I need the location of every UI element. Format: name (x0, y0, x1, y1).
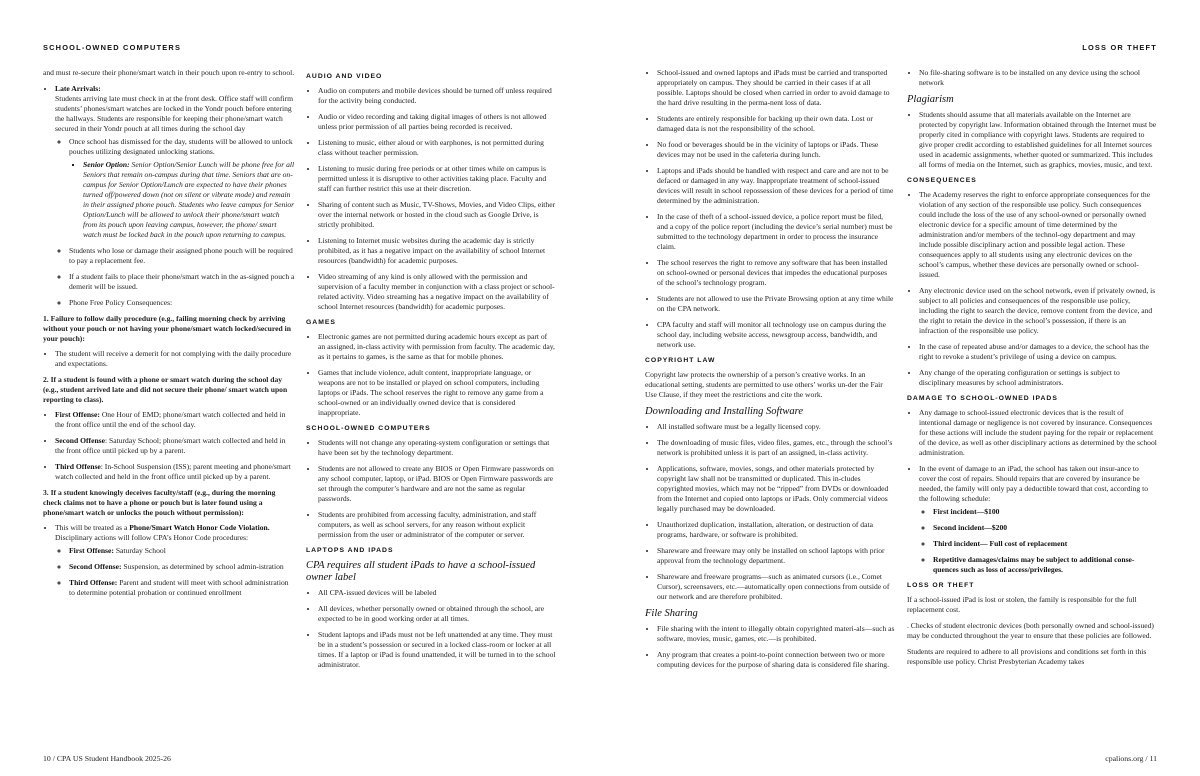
numbered-heading: 3. If a student knowingly deceives faculty/staff (e.g., during the morning check claims not to have a phone or pouch but is later found using a phone/smart watch or unlocks the pouch without permission): (43, 488, 276, 517)
section-heading: LOSS OR THEFT (907, 582, 975, 589)
list-item: • Listening to Internet music websites during the academic day is strictly prohibited, as it has a negative impact on the availability of school Internet resources (bandwidth) for academic purposes. (318, 236, 556, 266)
list-item: • Students will not change any operating-system configuration or settings that have been set by the technology department. (318, 438, 556, 458)
column-4 (907, 68, 1157, 673)
bullet-list (43, 349, 295, 369)
list-item: • Any program that creates a point-to-point connection between two or more computing devices for the purpose of sharing data is considered file sharing. (657, 650, 895, 670)
section-heading: AUDIO AND VIDEO (306, 73, 383, 80)
list-item: • CPA faculty and staff will monitor all technology use on campus during the school day, including website access, newsgroup access, bandwidth, and network use. (657, 320, 895, 350)
list-item: ◦ First Offense: Saturday School (69, 546, 295, 556)
list-item: • All installed software must be a legally licensed copy. (657, 422, 895, 432)
late-arrivals-text: Students arriving late must check in at the front desk. Office staff will confirm students’ phones/smart watches are locked in the Yondr pouch before entering the hallways. Students are responsible for keeping their phone/smart watch secured in their Yondr pouch at all times during the school day (55, 94, 294, 133)
list-item: • In the case of repeated abuse and/or damages to a device, the school has the right to revoke a student’s privilege of using a device on campus. (919, 342, 1157, 362)
list-item: • Audio on computers and mobile devices should be turned off unless required for the activity being conducted. (318, 86, 556, 106)
list-item: • File sharing with the intent to illegally obtain copyrighted materi-als—such as software, movies, music, games, etc.—is prohibited. (657, 624, 895, 644)
list-item: • Audio or video recording and taking digital images of others is not allowed unless prior permission of all parties being recorded is received. (318, 112, 556, 132)
list-item: • No food or beverages should be in the vicinity of laptops or iPads. These devices may not be used in the cafeteria during lunch. (657, 140, 895, 160)
list-item: • The Academy reserves the right to enforce appropriate consequences for the violation of any section of the responsible use policy. Such consequences could include the loss of the use of any school-owned or personally owned electronic device for a specific amount of time determined by the administration and/or members of the technol-ogy department and may include possible disciplinary action and possible legal action. These consequences apply to all students using any electronic devices on the school’s campus, whether these devices are personally owned or school-issued. (919, 190, 1157, 280)
bullet-list (645, 68, 895, 350)
list-item: • Listening to music during free periods or at other times while on campus is permitted unless it is disruptive to other activities taking place. Faculty and staff can further restrict this use at their discretion. (318, 164, 556, 194)
bullet-list (907, 68, 1157, 88)
list-item: • Third Offense: In-School Suspension (ISS); parent meeting and phone/smart watch collected and held in the front office until picked up by a parent. (55, 462, 295, 482)
paragraph: If a school-issued iPad is lost or stolen, the family is responsible for the full replacement cost. (907, 595, 1137, 614)
section-heading: DAMAGE TO SCHOOL-OWNED IPADS (907, 395, 1058, 402)
list-item: ▪ Senior Option: Senior Option/Senior Lunch will be phone free for all Seniors that remain on-campus during that time. Seniors that are on-campus for Senior Option/Lunch are expected to have their phones turned off/powered down (not on silent or vibrate mode) and remain in their assigned phone pouch. Students who leave campus for Senior Option/Lunch will be allowed to unlock their phone/smart watch from its pouch upon leaving campus, however, the phone/ smart watch must be locked back in the pouch upon returning to campus. (83, 160, 295, 240)
list-item: • No file-sharing software is to be installed on any device using the school network (919, 68, 1157, 88)
paragraph: Students are required to adhere to all provisions and conditions set forth in this responsible use policy. Christ Presbyterian Academy takes (907, 647, 1147, 666)
italic-subheading: File Sharing (645, 608, 698, 619)
running-header-left: SCHOOL-OWNED COMPUTERS (43, 43, 182, 52)
list-item: • Second Offense: Saturday School; phone/smart watch collected and held in the front office until picked up by a parent. (55, 436, 295, 456)
section-heading: CONSEQUENCES (907, 177, 977, 184)
bullet-list (43, 523, 295, 598)
bullet-list (907, 408, 1157, 575)
paragraph: Copyright law protects the ownership of a person’s creative works. In an educational setting, students are permitted to use others’ works un-der the Fair Use Clause, if they meet the restrictions and cite the work. (645, 370, 883, 399)
list-item: • In the event of damage to an iPad, the school has taken out insur-ance to cover the cost of repairs. Should repairs that are covered by insurance be needed, the family will only pay a deductible toward that cost, according to the following schedule: ◦ First incident—$100 ◦ Second incident—$200 ◦ Third incident— Full cost of replacement ◦ Repetitive damages/claims may be subject to additional conse-quences such as loss of access/privileges. (919, 464, 1157, 575)
section-heading: GAMES (306, 319, 336, 326)
list-item: ◦ Repetitive damages/claims may be subject to additional conse-quences such as loss of access/privileges. (933, 555, 1157, 575)
list-item: ◦ Second Offense: Suspension, as determined by school admin-istration (69, 562, 295, 572)
list-item: ◦ Phone Free Policy Consequences: (69, 298, 295, 308)
list-item: • Students are not allowed to create any BIOS or Open Firmware passwords on any school computer, laptop, or iPad. BIOS or Open Firmware passwords are set through the computer’s hardware and are not the same as regular passwords. (318, 464, 556, 504)
bullet-list (306, 588, 556, 670)
list-item: • Applications, software, movies, songs, and other materials protected by copyright law shall not be transmitted or duplicated. This in-cludes copyrighted movies, which may not be “ripped” from DVDs or downloaded from the Internet and copied onto laptops or iPads. Only commercial videos legally purchased may be downloaded. (657, 464, 895, 514)
list-item: • School-issued and owned laptops and iPads must be carried and transported appropriately on campus. They should be carried in their cases if at all possible. Laptops should be closed when carried in order to avoid damage to the hard drive resulting in the perma-nent loss of data. (657, 68, 895, 108)
list-item: ◦ Second incident—$200 (933, 523, 1157, 533)
list-item: • Unauthorized duplication, installation, alteration, or destruction of data programs, hardware, or software is prohibited. (657, 520, 895, 540)
list-item: • Games that include violence, adult content, inappropriate language, or weapons are not to be installed or played on school computers, including laptops or iPads. The school reserves the right to remove any game from a school-owned or an individually owned device that is considered inappropriate. (318, 368, 556, 418)
list-item: • Any electronic device used on the school network, even if privately owned, is subject to all policies and consequences of the responsible use policy, including the right to search the device, remove content from the device, and the right to retain the device in the school’s possession, if there is an infraction of the responsible use policy. (919, 286, 1157, 336)
list-item: • Any change of the operating configuration or settings is subject to disciplinary measures by school administrators. (919, 368, 1157, 388)
list-item: • Video streaming of any kind is only allowed with the permission and supervision of a faculty member in conjunction with a class project or school-related activity. Video streaming has a negative impact on the availability of school Internet resources (bandwidth) for academic purposes. (318, 272, 556, 312)
section-heading: COPYRIGHT LAW (645, 357, 716, 364)
numbered-heading: 2. If a student is found with a phone or smart watch during the school day (e.g., student arrived late and did not secure their phone/ smart watch upon reporting to class). (43, 375, 288, 404)
list-item: • The school reserves the right to remove any software that has been installed on school-owned or personal devices that impedes the educational purposes of the school’s technology program. (657, 258, 895, 288)
section-heading: LAPTOPS AND IPADS (306, 547, 394, 554)
list-item: • Students are entirely responsible for backing up their own data. Lost or damaged data is not the responsibility of the school. (657, 114, 895, 134)
list-item: • In the case of theft of a school-issued device, a police report must be filed, and a copy of the police report (including the device’s serial number) must be submitted to the technology department in order to process the insurance claim. (657, 212, 895, 252)
list-item: • Listening to music, either aloud or with earphones, is not permitted during class without teacher permission. (318, 138, 556, 158)
page-footer-right: cpalions.org / 11 (1105, 754, 1157, 763)
list-item: • Students are prohibited from accessing faculty, administration, and staff computers, as well as school servers, for any reason without explicit permission from the user or administrator of the computer or server. (318, 510, 556, 540)
list-item: • All devices, whether personally owned or obtained through the school, are expected to be in good working order at all times. (318, 604, 556, 624)
list-item: • All CPA-issued devices will be labeled (318, 588, 556, 598)
sub-list (55, 137, 295, 308)
bullet-list (907, 110, 1157, 170)
bullet-list (645, 422, 895, 602)
column-3 (645, 68, 895, 676)
page-footer-left: 10 / CPA US Student Handbook 2025-26 (43, 754, 171, 763)
section-heading: SCHOOL-OWNED COMPUTERS (306, 425, 431, 432)
list-item: • The student will receive a demerit for not complying with the daily procedure and expectations. (55, 349, 295, 369)
paragraph: . Checks of student electronic devices (both personally owned and school-issued) may be conducted throughout the year to ensure that these policies are followed. (907, 621, 1154, 640)
bullet-list (306, 438, 556, 540)
list-item: • Laptops and iPads should be handled with respect and care and are not to be defaced or damaged in any way. Inappropriate treatment of school-issued devices will result in school repossession of these devices for a period of time determined by the administration. (657, 166, 895, 206)
sub-list (69, 160, 295, 240)
bullet-list (43, 84, 295, 308)
column-2 (306, 68, 556, 676)
column-1 (43, 68, 295, 604)
list-item: • Any damage to school-issued electronic devices that is the result of intentional damage or negligence is not covered by insurance. Consequences for these actions will include the student paying for the repair or replacement of the device, as well as other disciplinary actions as determined by the school administration. (919, 408, 1157, 458)
bullet-list (43, 410, 295, 482)
list-item: • Shareware and freeware may only be installed on school laptops with prior approval from the technology department. (657, 546, 895, 566)
list-item: • The downloading of music files, video files, games, etc., through the school’s network is prohibited unless it is part of an assigned, in-class activity. (657, 438, 895, 458)
bullet-list (645, 624, 895, 670)
bullet-list (907, 190, 1157, 388)
bullet-list (306, 86, 556, 312)
list-item: • First Offense: One Hour of EMD; phone/smart watch collected and held in the front office until the end of the school day. (55, 410, 295, 430)
sub-list (55, 546, 295, 598)
italic-subheading: Downloading and Installing Software (645, 406, 803, 417)
list-item: ◦ Once school has dismissed for the day, students will be allowed to unlock pouches utilizing designated unlocking stations. ▪ Senior Option: Senior Option/Senior Lunch will be phone free for all Seniors that remain on-campus during that time. Seniors that are on-campus for Senior Option/Lunch are expected to have their phones turned off/powered down (not on silent or vibrate mode) and remain in their assigned phone pouch. Students who leave campus for Senior Option/Lunch will be allowed to unlock their phone/smart watch from its pouch upon leaving campus, however, the phone/ smart watch must be locked back in the pouch upon returning to campus. (69, 137, 295, 240)
italic-subheading: Plagiarism (907, 94, 954, 105)
list-item: • Shareware and freeware programs—such as animated cursors (i.e., Comet Cursor), screensavers, etc.—automatically open connections from outside of our network and are therefore prohibited. (657, 572, 895, 602)
bullet-list (306, 332, 556, 418)
list-item: ◦ If a student fails to place their phone/smart watch in the as-signed pouch a demerit will be issued. (69, 272, 295, 292)
list-item: ◦ Students who lose or damage their assigned phone pouch will be required to pay a replacement fee. (69, 246, 295, 266)
list-item: • This will be treated as a Phone/Smart Watch Honor Code Violation. Disciplinary actions will follow CPA’s Honor Code procedures: ◦ First Offense: Saturday School ◦ Second Offense: Suspension, as determined by school admin-istration ◦ Third Offense: Parent and student will meet with school administration to determine potential probation or continued enrollment (55, 523, 295, 598)
list-item: ◦ First incident—$100 (933, 507, 1157, 517)
list-item: • Students are not allowed to use the Private Browsing option at any time while on the CPA network. (657, 294, 895, 314)
sub-list (919, 507, 1157, 575)
list-item: • Electronic games are not permitted during academic hours except as part of an assigned, in-class activity with permission from faculty. The academic day, as it pertains to games, is the same as that for mobile phones. (318, 332, 556, 362)
list-item: ◦ Third incident— Full cost of replacement (933, 539, 1157, 549)
running-header-right: LOSS OR THEFT (1082, 43, 1157, 52)
list-item: ◦ Third Offense: Parent and student will meet with school administration to determine potential probation or continued enrollment (69, 578, 295, 598)
list-item: • Sharing of content such as Music, TV-Shows, Movies, and Video Clips, either over the internal network or hosted in the cloud such as Google Drive, is strictly prohibited. (318, 200, 556, 230)
italic-subheading: CPA requires all student iPads to have a school-issued owner label (306, 560, 536, 583)
paragraph: and must re-secure their phone/smart watch in their pouch upon re-entry to school. (43, 68, 295, 77)
list-item: • Student laptops and iPads must not be left unattended at any time. They must be in a student’s possession or secured in a locked class-room or locker at all times. If a laptop or iPad is found unattended, it will be turned in to the school administrator. (318, 630, 556, 670)
list-item: • Students should assume that all materials available on the Internet are protected by copyright law. Information obtained through the Internet must be properly cited in compliance with copyright laws. Students are required to give proper credit according to established guidelines for all Internet sources used in academic assignments, whether quoted or summarized. This includes all forms of media on the Internet, such as graphics, movies, music, and text. (919, 110, 1157, 170)
late-arrivals-title: Late Arrivals: (55, 84, 101, 93)
numbered-heading: 1. Failure to follow daily procedure (e.g., failing morning check by arriving without your pouch or not having your phone/smart watch locked/secured in your pouch): (43, 314, 291, 343)
list-item (55, 84, 295, 308)
